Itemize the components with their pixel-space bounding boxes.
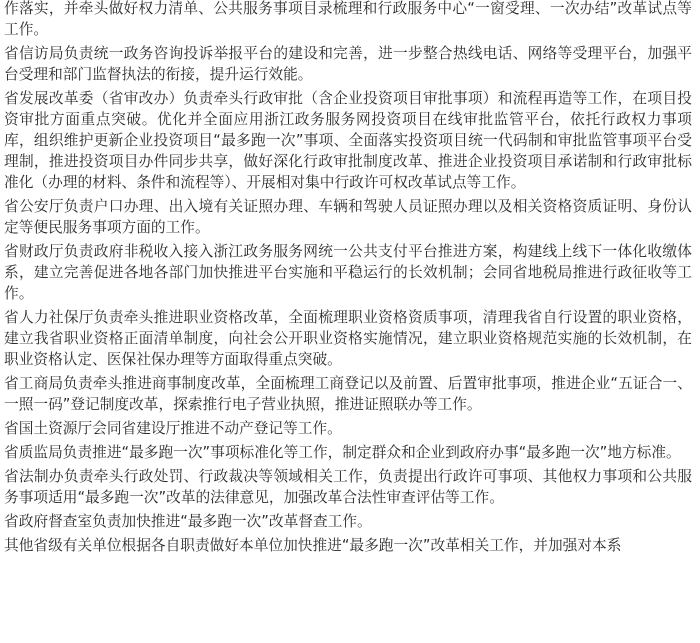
paragraph-5: 省财政厅负责政府非税收入接入浙江政务服务网统一公共支付平台推进方案，构建线上线下一体化收缴体系，建立完善促进各地各部门加快推进平台实施和平稳运行的长效机制；会同省地税局推进行政征收等工作。 <box>4 243 692 302</box>
paragraph-12: 其他省级有关单位根据各自职责做好本单位加快推进“最多跑一次”改革相关工作，并加强对本系 <box>4 537 622 554</box>
paragraph-7: 省工商局负责牵头推进商事制度改革，全面梳理工商登记以及前置、后置审批事项，推进企业“五证合一、一照一码”登记制度改革，探索推行电子营业执照，推进证照联办等工作。 <box>4 375 692 413</box>
paragraph-9: 省质监局负责推进“最多跑一次”事项标准化等工作，制定群众和企业到政府办事“最多跑一次”地方标准。 <box>4 444 681 461</box>
paragraph-1: 作落实，并牵头做好权力清单、公共服务事项目录梳理和行政服务中心“一窗受理、一次办结”改革试点等工作。 <box>4 0 692 38</box>
paragraph-10: 省法制办负责牵头行政处罚、行政裁决等领域相关工作，负责提出行政许可事项、其他权力事项和公共服务事项适用“最多跑一次”改革的法律意见，加强改革合法性审查评估等工作。 <box>4 468 692 506</box>
paragraph-8: 省国土资源厅会同省建设厅推进不动产登记等工作。 <box>4 420 342 437</box>
paragraph-2: 省信访局负责统一政务咨询投诉举报平台的建设和完善，进一步整合热线电话、网络等受理平台，加强平台受理和部门监督执法的衔接，提升运行效能。 <box>4 45 692 83</box>
paragraph-3: 省发展改革委（省审改办）负责牵头行政审批（含企业投资项目审批事项）和流程再造等工作，在项目投资审批方面重点突破。优化并全面应用浙江政务服务网投资项目在线审批监管平台，依托行政权力事项库，组织维护更新企业投资项目“最多跑一次”事项、全面落实投资项目统一代码制和审批监管事项平台受理制，推进投资项目办件同步共享，做好深化行政审批制度改革、推进企业投资项目承诺制和行政审批标准化（办理的材料、条件和流程等）、开展相对集中行政许可权改革试点等工作。 <box>4 90 692 191</box>
paragraph-6: 省人力社保厅负责牵头推进职业资格改革，全面梳理职业资格资质事项，清理我省自行设置的职业资格，建立我省职业资格正面清单制度，向社会公开职业资格实施情况，建立职业资格规范实施的长效机制，在职业资格认定、医保社保办理等方面取得重点突破。 <box>4 309 692 368</box>
paragraph-11: 省政府督查室负责加快推进“最多跑一次”改革督查工作。 <box>4 513 372 530</box>
paragraph-4: 省公安厅负责户口办理、出入境有关证照办理、车辆和驾驶人员证照办理以及相关资格资质证明、身份认定等便民服务事项方面的工作。 <box>4 198 692 236</box>
